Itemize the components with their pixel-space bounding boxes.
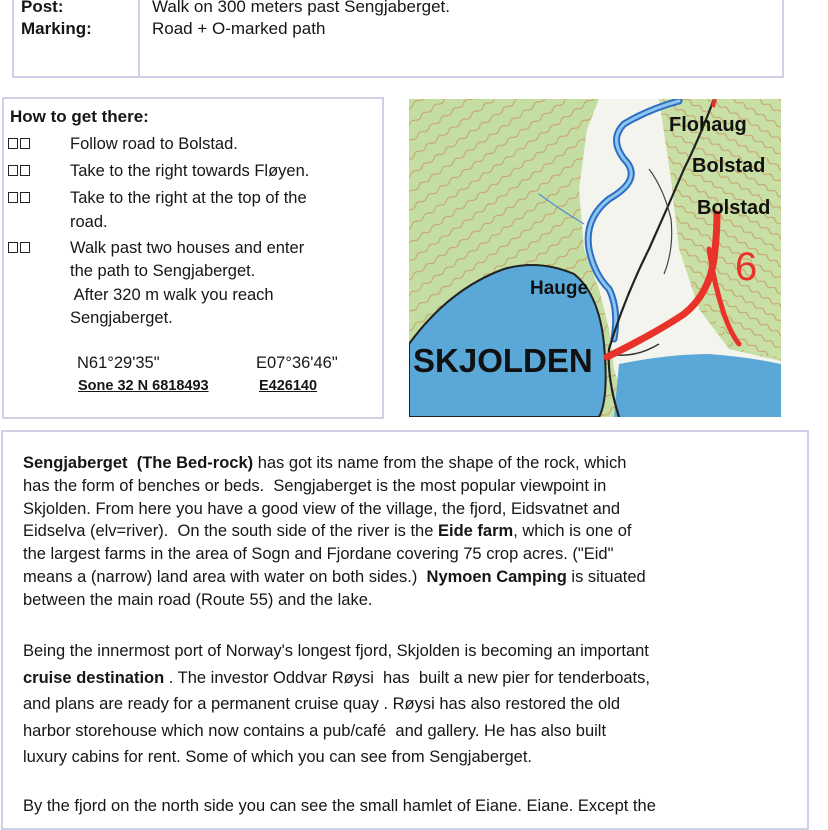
info-table: [12, 0, 784, 78]
map-label-bolstad-lower: Bolstad: [697, 197, 771, 219]
text-line: [23, 591, 793, 614]
map-label-hauge: Hauge: [530, 278, 589, 299]
description-box: [1, 430, 809, 830]
text-run: between the main road (Route 55) and the lake.: [23, 590, 373, 609]
route-number: 6: [735, 245, 758, 289]
description-paragraph: [23, 797, 793, 820]
step-line: Take to the right at the top of the: [70, 189, 307, 207]
text-run: , which is one of: [513, 522, 632, 541]
bold-term: Sengjaberget (The Bed-rock): [23, 454, 254, 472]
text-run: luxury cabins for rent. Some of which you can see from Sengjaberget.: [23, 748, 533, 766]
marking-value: Road + O-marked path: [152, 19, 326, 38]
step-line: road.: [70, 213, 108, 231]
step-line: Take to the right towards Fløyen.: [70, 162, 310, 180]
step-line: Sengjaberget.: [70, 309, 173, 327]
map-label-skjolden: SKJOLDEN: [413, 342, 593, 379]
text-line: [23, 545, 793, 568]
longitude: E07°36'46": [256, 354, 338, 372]
text-run: the largest farms in the area of Sogn and Fjordane covering 75 crop acres. ("Eid": [23, 545, 614, 564]
post-label: Post:: [21, 0, 64, 16]
description-paragraph: [23, 454, 793, 614]
text-run: harbor storehouse which now contains a pub/café and gallery. He has also built: [23, 721, 607, 740]
bold-term: Nymoen Camping: [426, 567, 567, 586]
text-line: [23, 722, 793, 749]
step-line: Walk past two houses and enter: [70, 239, 305, 257]
step-line: Follow road to Bolstad.: [70, 135, 238, 153]
directions-title: How to get there:: [10, 107, 149, 126]
map-label-bolstad: Bolstad: [692, 155, 766, 177]
marking-label: Marking:: [21, 19, 92, 38]
bold-term: cruise destination: [23, 668, 165, 687]
text-run: Being the innermost port of Norway's longest fjord, Skjolden is becoming an important: [23, 642, 649, 660]
directions-box: [2, 97, 384, 419]
text-run: . The investor Oddvar Røysi has built a new pier for tenderboats,: [164, 668, 650, 687]
text-run: has the form of benches or beds. Sengjaberget is the most popular viewpoint in: [23, 476, 607, 495]
map-image: [407, 97, 783, 419]
text-line: [23, 748, 793, 775]
bold-term: Eide farm: [437, 522, 514, 541]
text-run: and plans are ready for a permanent cruise quay . Røysi has also restored the old: [23, 695, 621, 713]
text-run: Eidselva (elv=river). On the south side of the river is the: [23, 522, 438, 541]
bullet-icon: [8, 165, 32, 177]
map-label-flohaug: Flohaug: [669, 114, 747, 136]
text-line: [23, 642, 793, 669]
step-line: the path to Sengjaberget.: [70, 262, 256, 280]
text-line: [23, 454, 793, 477]
text-run: means a (narrow) land area with water on both sides.): [23, 567, 427, 586]
bullet-icon: [8, 242, 32, 254]
bullet-icon: [8, 138, 32, 150]
text-line: [23, 477, 793, 500]
text-run: is situated: [566, 567, 646, 586]
step-line: After 320 m walk you reach: [70, 286, 274, 304]
text-line: [23, 500, 793, 523]
fjord: [614, 354, 781, 417]
text-line: [23, 669, 793, 696]
text-line: [23, 522, 793, 545]
latitude: N61°29'35": [77, 354, 160, 372]
description-paragraph: [23, 642, 793, 775]
text-run: has got its name from the shape of the rock, which: [253, 454, 627, 472]
text-line: [23, 568, 793, 591]
utm-zone: Sone 32 N 6818493: [78, 378, 209, 394]
text-run: Skjolden. From here you have a good view of the village, the fjord, Eidsvatnet and: [23, 499, 621, 518]
text-line: [23, 797, 793, 820]
text-run: By the fjord on the north side you can see the small hamlet of Eiane. Eiane. Except the: [23, 797, 656, 815]
utm-east: E426140: [259, 378, 318, 394]
text-line: [23, 695, 793, 722]
bullet-icon: [8, 192, 32, 204]
post-value: Walk on 300 meters past Sengjaberget.: [152, 0, 450, 16]
table-divider: [138, 0, 140, 76]
